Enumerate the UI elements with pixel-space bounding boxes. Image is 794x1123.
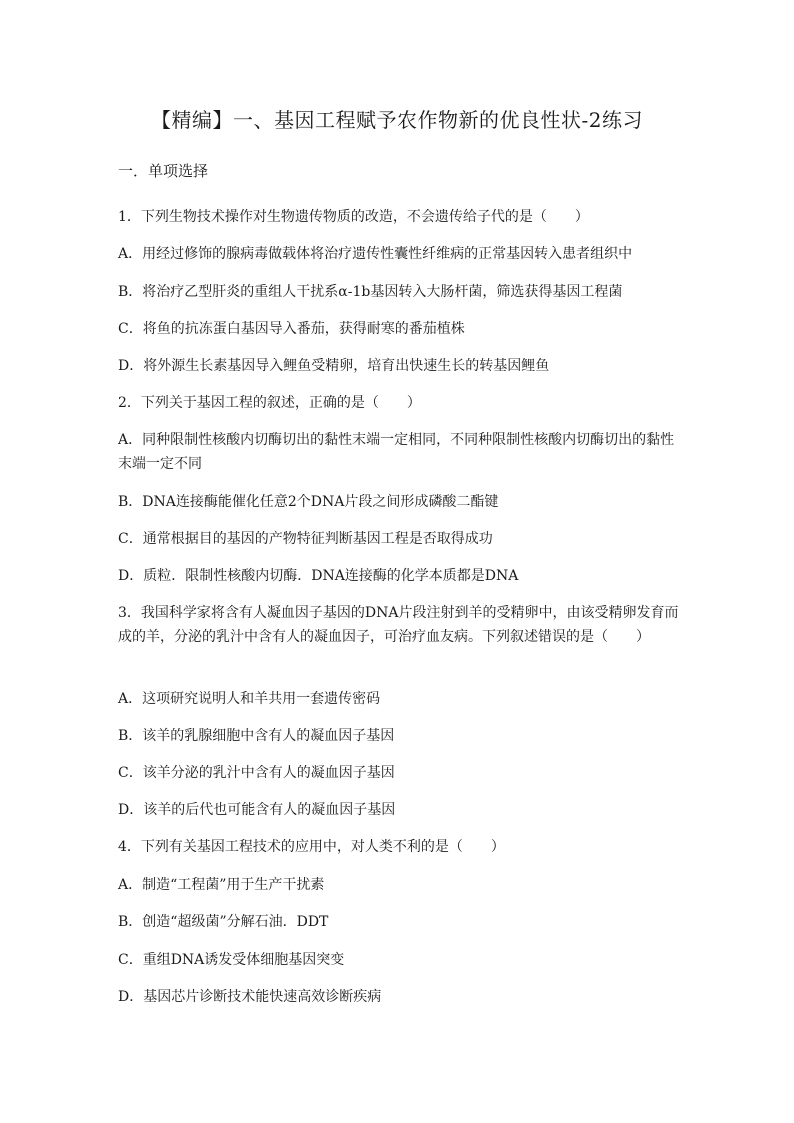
question-1-option-c: C．将鱼的抗冻蛋白基因导入番茄，获得耐寒的番茄植株 — [118, 321, 465, 337]
question-4-option-b: B．创造“超级菌”分解石油．DDT — [118, 914, 329, 930]
question-3-option-b: B．该羊的乳腺细胞中含有人的凝血因子基因 — [118, 728, 395, 744]
question-2-option-c: C．通常根据目的基因的产物特征判断基因工程是否取得成功 — [118, 531, 493, 547]
question-2-option-b: B．DNA连接酶能催化任意2个DNA片段之间形成磷酸二酯键 — [118, 494, 499, 510]
question-2-option-a: A．同种限制性核酸内切酶切出的黏性末端一定相同，不同种限制性核酸内切酶切出的黏性末端一定不同 — [118, 432, 675, 472]
question-3-option-a: A．这项研究说明人和羊共用一套遗传密码 — [118, 691, 381, 707]
question-3-option-c: C．该羊分泌的乳汁中含有人的凝血因子基因 — [118, 765, 395, 781]
question-2-stem: 2．下列关于基因工程的叙述，正确的是（ ） — [118, 395, 421, 411]
section-heading: 一．单项选择 — [118, 162, 209, 180]
question-3-stem: 3．我国科学家将含有人凝血因子基因的DNA片段注射到羊的受精卵中，由该受精卵发育而成的羊，分泌的乳汁中含有人的凝血因子，可治疗血友病。下列叙述错误的是（ ） — [118, 605, 679, 645]
question-4-option-c: C．重组DNA诱发受体细胞基因突变 — [118, 952, 345, 968]
question-4-option-d: D．基因芯片诊断技术能快速高效诊断疾病 — [118, 989, 382, 1005]
question-1-option-b: B．将治疗乙型肝炎的重组人干扰系α-1b基因转入大肠杆菌，筛选获得基因工程菌 — [118, 284, 623, 300]
question-3-option-d: D．该羊的后代也可能含有人的凝血因子基因 — [118, 802, 396, 818]
question-4-option-a: A．制造“工程菌”用于生产干扰素 — [118, 877, 325, 893]
question-1-option-a: A．用经过修饰的腺病毒做载体将治疗遗传性囊性纤维病的正常基因转入患者组织中 — [118, 246, 633, 262]
question-4-stem: 4．下列有关基因工程技术的应用中，对人类不利的是（ ） — [118, 839, 505, 855]
question-1-option-d: D．将外源生长素基因导入鲤鱼受精卵，培育出快速生长的转基因鲤鱼 — [118, 358, 550, 374]
question-1-stem: 1．下列生物技术操作对生物遗传物质的改造，不会遗传给子代的是（ ） — [118, 209, 589, 225]
page-title: 【精编】一、基因工程赋予农作物新的优良性状-2练习 — [151, 108, 643, 132]
question-2-option-d: D．质粒．限制性核酸内切酶．DNA连接酶的化学本质都是DNA — [118, 568, 519, 584]
